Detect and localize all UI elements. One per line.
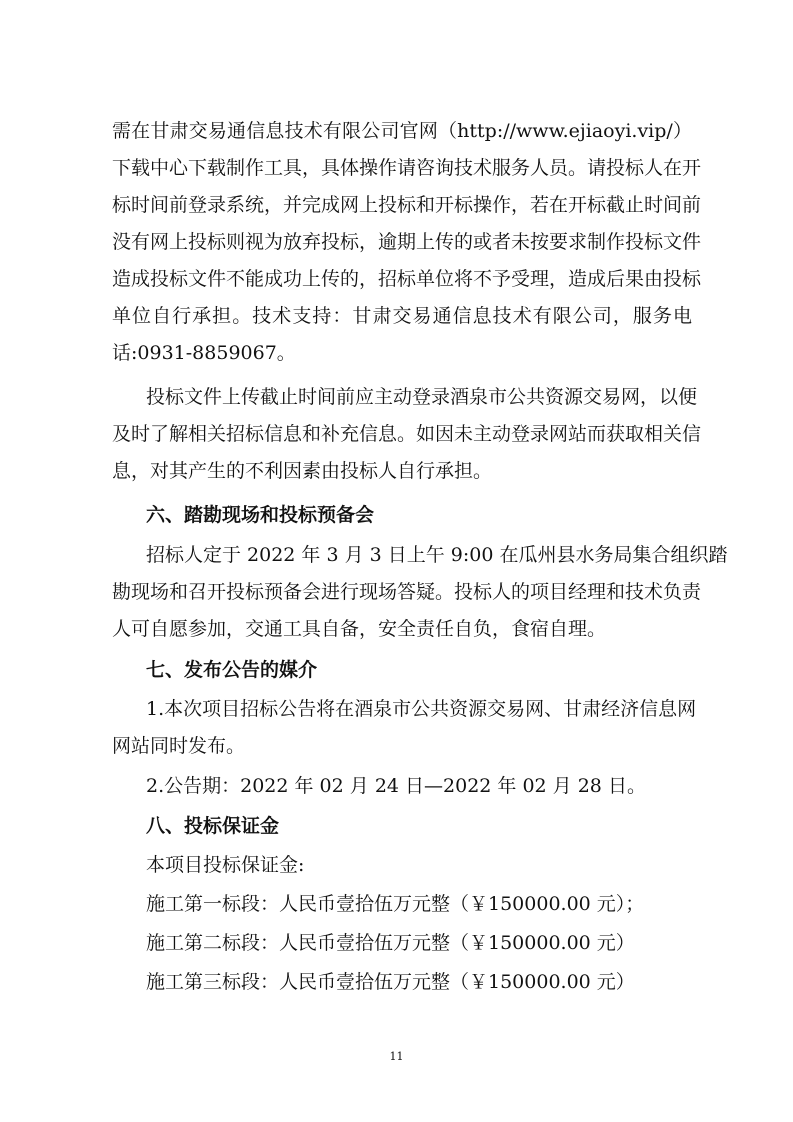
body-text-line: 息，对其产生的不利因素由投标人自行承担。	[112, 460, 493, 482]
section-heading-6: 六、踏勘现场和投标预备会	[146, 504, 375, 526]
page-number: 11	[389, 1050, 404, 1063]
section-heading-7: 七、发布公告的媒介	[146, 659, 318, 681]
body-text-line: 勘现场和召开投标预备会进行现场答疑。投标人的项目经理和技术负责	[112, 581, 702, 603]
body-text-line: 招标人定于 2022 年 3 月 3 日上午 9:00 在瓜州县水务局集合组织踏	[146, 544, 728, 566]
body-text-line: 标时间前登录系统，并完成网上投标和开标操作，若在开标截止时间前	[112, 194, 702, 216]
body-text-line: 施工第二标段：人民币壹拾伍万元整（￥150000.00 元）	[146, 932, 635, 954]
body-text-line: 没有网上投标则视为放弃投标，逾期上传的或者未按要求制作投标文件	[112, 231, 702, 253]
body-text-line: 下载中心下载制作工具，具体操作请咨询技术服务人员。请投标人在开	[112, 157, 702, 179]
body-text-line: 及时了解相关招标信息和补充信息。如因未主动登录网站而获取相关信	[112, 423, 702, 445]
body-text-line: 投标文件上传截止时间前应主动登录酒泉市公共资源交易网，以便	[146, 386, 698, 408]
body-text-line: 1.本次项目招标公告将在酒泉市公共资源交易网、甘肃经济信息网	[146, 698, 697, 720]
body-text-line: 话:0931-8859067。	[112, 342, 296, 364]
body-text-line: 需在甘肃交易通信息技术有限公司官网（http://www.ejiaoyi.vip/）	[112, 120, 692, 142]
body-text-line: 2.公告期：2022 年 02 月 24 日—2022 年 02 月 28 日。	[146, 775, 646, 797]
body-text-line: 单位自行承担。技术支持：甘肃交易通信息技术有限公司，服务电	[112, 305, 692, 327]
body-text-line: 造成投标文件不能成功上传的，招标单位将不予受理，造成后果由投标	[112, 268, 702, 290]
body-text-line: 施工第一标段：人民币壹拾伍万元整（￥150000.00 元）；	[146, 893, 645, 915]
body-text-line: 本项目投标保证金:	[146, 854, 305, 876]
section-heading-8: 八、投标保证金	[146, 815, 280, 837]
body-text-line: 施工第三标段：人民币壹拾伍万元整（￥150000.00 元）	[146, 971, 635, 993]
body-text-line: 人可自愿参加，交通工具自备，安全责任自负，食宿自理。	[112, 618, 607, 640]
body-text-line: 网站同时发布。	[112, 735, 246, 757]
